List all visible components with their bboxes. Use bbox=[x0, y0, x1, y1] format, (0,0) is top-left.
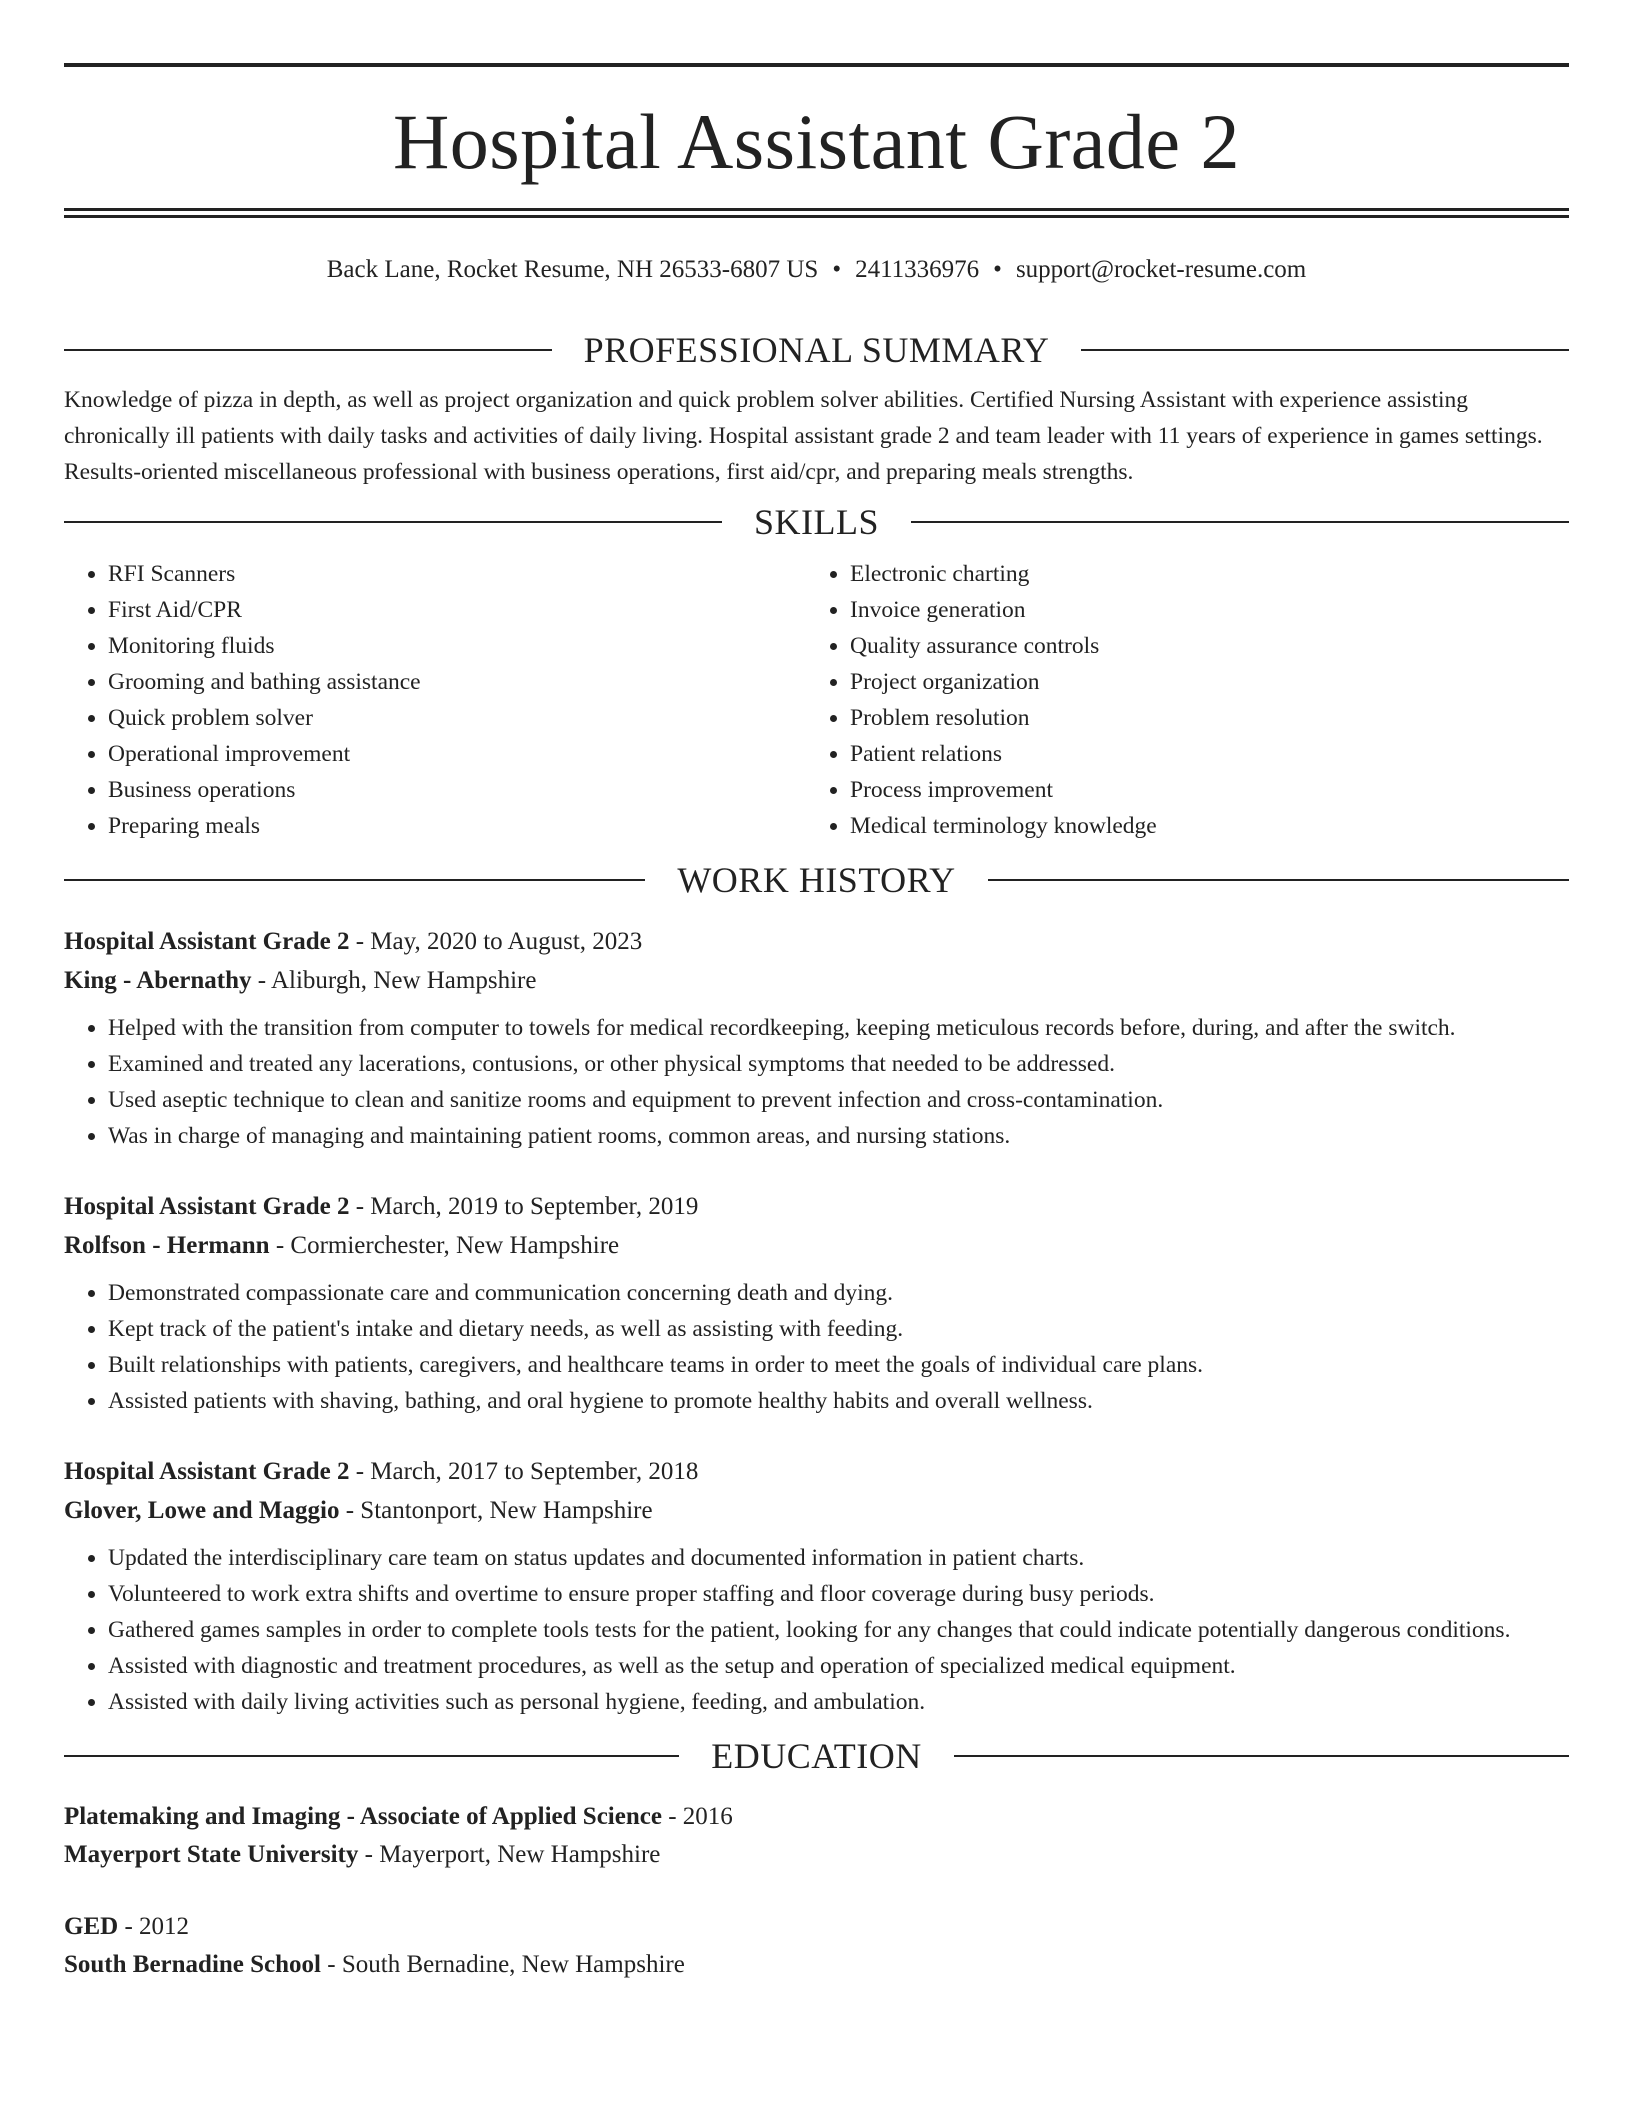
education-year: - 2016 bbox=[661, 1803, 733, 1830]
skill-item: • Quick problem solver bbox=[108, 700, 806, 736]
section-rule-right bbox=[988, 879, 1569, 881]
skill-item: • Problem resolution bbox=[850, 700, 1548, 736]
education-location: - Mayerport, New Hampshire bbox=[358, 1841, 661, 1868]
resume-page bbox=[64, 63, 1569, 1984]
header-double-rule bbox=[64, 208, 1569, 218]
job-title: Hospital Assistant Grade 2 bbox=[64, 1193, 350, 1220]
skill-item: • Patient relations bbox=[850, 736, 1548, 772]
summary-section-title: PROFESSIONAL SUMMARY bbox=[583, 330, 1050, 370]
job-duty: • Used aseptic technique to clean and sanitize rooms and equipment to prevent infection and cross-contamination. bbox=[108, 1082, 1569, 1118]
education-school: Mayerport State University bbox=[64, 1841, 359, 1868]
work-section-title: WORK HISTORY bbox=[677, 860, 956, 900]
section-rule-left bbox=[64, 879, 645, 881]
contact-separator: • bbox=[832, 256, 842, 283]
contact-line bbox=[64, 255, 1569, 285]
job-company-line bbox=[64, 961, 1569, 1000]
job-title-line bbox=[64, 1452, 1569, 1491]
summary-text: Knowledge of pizza in depth, as well as project organization and quick problem solver abilities. Certified Nursing Assistant with experience assisting chronically ill patients with daily tasks and activities of daily living. Hospital assistant grade 2 and team leader with 11 years of experience in games settings. Results-oriented miscellaneous professional with business operations, first aid/cpr, and preparing meals strengths. bbox=[64, 387, 1543, 485]
job-duty: • Assisted patients with shaving, bathing, and oral hygiene to promote healthy habits and overall wellness. bbox=[108, 1383, 1569, 1419]
contact-phone: 2411336976 bbox=[855, 256, 980, 283]
job-location: - Aliburgh, New Hampshire bbox=[251, 967, 537, 994]
job-dates: - March, 2017 to September, 2018 bbox=[349, 1458, 699, 1485]
skill-item: • Quality assurance controls bbox=[850, 628, 1548, 664]
job-company: Rolfson - Hermann bbox=[64, 1232, 270, 1259]
skill-item: • Electronic charting bbox=[850, 556, 1548, 592]
education-degree: GED bbox=[64, 1913, 119, 1940]
contact-separator: • bbox=[993, 256, 1002, 283]
education-school-line bbox=[64, 1946, 1569, 1984]
job-title-line bbox=[64, 1187, 1569, 1226]
section-rule-left bbox=[64, 521, 722, 523]
job-entry bbox=[64, 922, 1569, 1154]
job-duty: • Gathered games samples in order to complete tools tests for the patient, looking for any changes that could indicate potentially dangerous conditions. bbox=[108, 1612, 1569, 1648]
job-entry bbox=[64, 1452, 1569, 1720]
education-section-title: EDUCATION bbox=[711, 1736, 922, 1776]
job-duties bbox=[64, 1275, 1569, 1419]
job-title: Hospital Assistant Grade 2 bbox=[64, 928, 350, 955]
job-dates: - March, 2019 to September, 2019 bbox=[349, 1193, 699, 1220]
contact-email[interactable]: support@rocket-resume.com bbox=[1015, 256, 1307, 283]
education-school: South Bernadine School bbox=[64, 1951, 322, 1978]
job-company: King - Abernathy bbox=[64, 967, 252, 994]
skill-item: • First Aid/CPR bbox=[108, 592, 806, 628]
job-duties bbox=[64, 1540, 1569, 1720]
skill-item: • Medical terminology knowledge bbox=[850, 808, 1548, 844]
contact-address: Back Lane, Rocket Resume, NH 26533-6807 US bbox=[326, 256, 819, 283]
job-company: Glover, Lowe and Maggio bbox=[64, 1497, 340, 1524]
job-entry bbox=[64, 1187, 1569, 1419]
skills-column-left bbox=[64, 556, 806, 844]
skill-item: • Project organization bbox=[850, 664, 1548, 700]
job-duty: • Updated the interdisciplinary care team on status updates and documented information in patient charts. bbox=[108, 1540, 1569, 1576]
section-rule-right bbox=[911, 521, 1569, 523]
skill-item: • Invoice generation bbox=[850, 592, 1548, 628]
section-rule-right bbox=[954, 1755, 1569, 1757]
skill-item: • Grooming and bathing assistance bbox=[108, 664, 806, 700]
skills-column-right bbox=[806, 556, 1548, 844]
job-duties bbox=[64, 1010, 1569, 1154]
education-year: - 2012 bbox=[118, 1913, 190, 1940]
job-location: - Stantonport, New Hampshire bbox=[339, 1497, 653, 1524]
job-duty: • Demonstrated compassionate care and communication concerning death and dying. bbox=[108, 1275, 1569, 1311]
job-duty: • Assisted with daily living activities such as personal hygiene, feeding, and ambulation. bbox=[108, 1684, 1569, 1720]
job-duty: • Volunteered to work extra shifts and overtime to ensure proper staffing and floor coverage during busy periods. bbox=[108, 1576, 1569, 1612]
job-title-line bbox=[64, 922, 1569, 961]
section-rule-right bbox=[1081, 349, 1569, 351]
job-title: Hospital Assistant Grade 2 bbox=[64, 1458, 350, 1485]
skill-item: • RFI Scanners bbox=[108, 556, 806, 592]
education-location: - South Bernadine, New Hampshire bbox=[321, 1951, 685, 1978]
job-duty: • Assisted with diagnostic and treatment procedures, as well as the setup and operation of specialized medical equipment. bbox=[108, 1648, 1569, 1684]
job-location: - Cormierchester, New Hampshire bbox=[269, 1232, 620, 1259]
skill-item: • Preparing meals bbox=[108, 808, 806, 844]
education-entry bbox=[64, 1798, 1569, 1874]
job-duty: • Built relationships with patients, caregivers, and healthcare teams in order to meet the goals of individual care plans. bbox=[108, 1347, 1569, 1383]
education-degree-line bbox=[64, 1908, 1569, 1946]
job-company-line bbox=[64, 1226, 1569, 1265]
job-duty: • Was in charge of managing and maintaining patient rooms, common areas, and nursing stations. bbox=[108, 1118, 1569, 1154]
job-duty: • Kept track of the patient's intake and dietary needs, as well as assisting with feeding. bbox=[108, 1311, 1569, 1347]
job-dates: - May, 2020 to August, 2023 bbox=[349, 928, 643, 955]
skill-item: • Operational improvement bbox=[108, 736, 806, 772]
skills-list bbox=[64, 556, 1569, 844]
skill-item: • Business operations bbox=[108, 772, 806, 808]
work-section-heading bbox=[64, 860, 1569, 900]
skills-section-title: SKILLS bbox=[754, 502, 880, 542]
candidate-name: Hospital Assistant Grade 2 bbox=[392, 98, 1241, 185]
skills-section-heading bbox=[64, 502, 1569, 542]
summary-section-heading bbox=[64, 330, 1569, 370]
job-duty: • Examined and treated any lacerations, contusions, or other physical symptoms that needed to be addressed. bbox=[108, 1046, 1569, 1082]
skill-item: • Monitoring fluids bbox=[108, 628, 806, 664]
education-school-line bbox=[64, 1836, 1569, 1874]
job-duty: • Helped with the transition from computer to towels for medical recordkeeping, keeping meticulous records before, during, and after the switch. bbox=[108, 1010, 1569, 1046]
job-company-line bbox=[64, 1491, 1569, 1530]
education-degree: Platemaking and Imaging - Associate of Applied Science bbox=[64, 1803, 662, 1830]
header-top-rule bbox=[64, 63, 1569, 67]
education-entry bbox=[64, 1908, 1569, 1984]
section-rule-left bbox=[64, 1755, 679, 1757]
education-degree-line bbox=[64, 1798, 1569, 1836]
skill-item: • Process improvement bbox=[850, 772, 1548, 808]
section-rule-left bbox=[64, 349, 552, 351]
education-section-heading bbox=[64, 1736, 1569, 1776]
